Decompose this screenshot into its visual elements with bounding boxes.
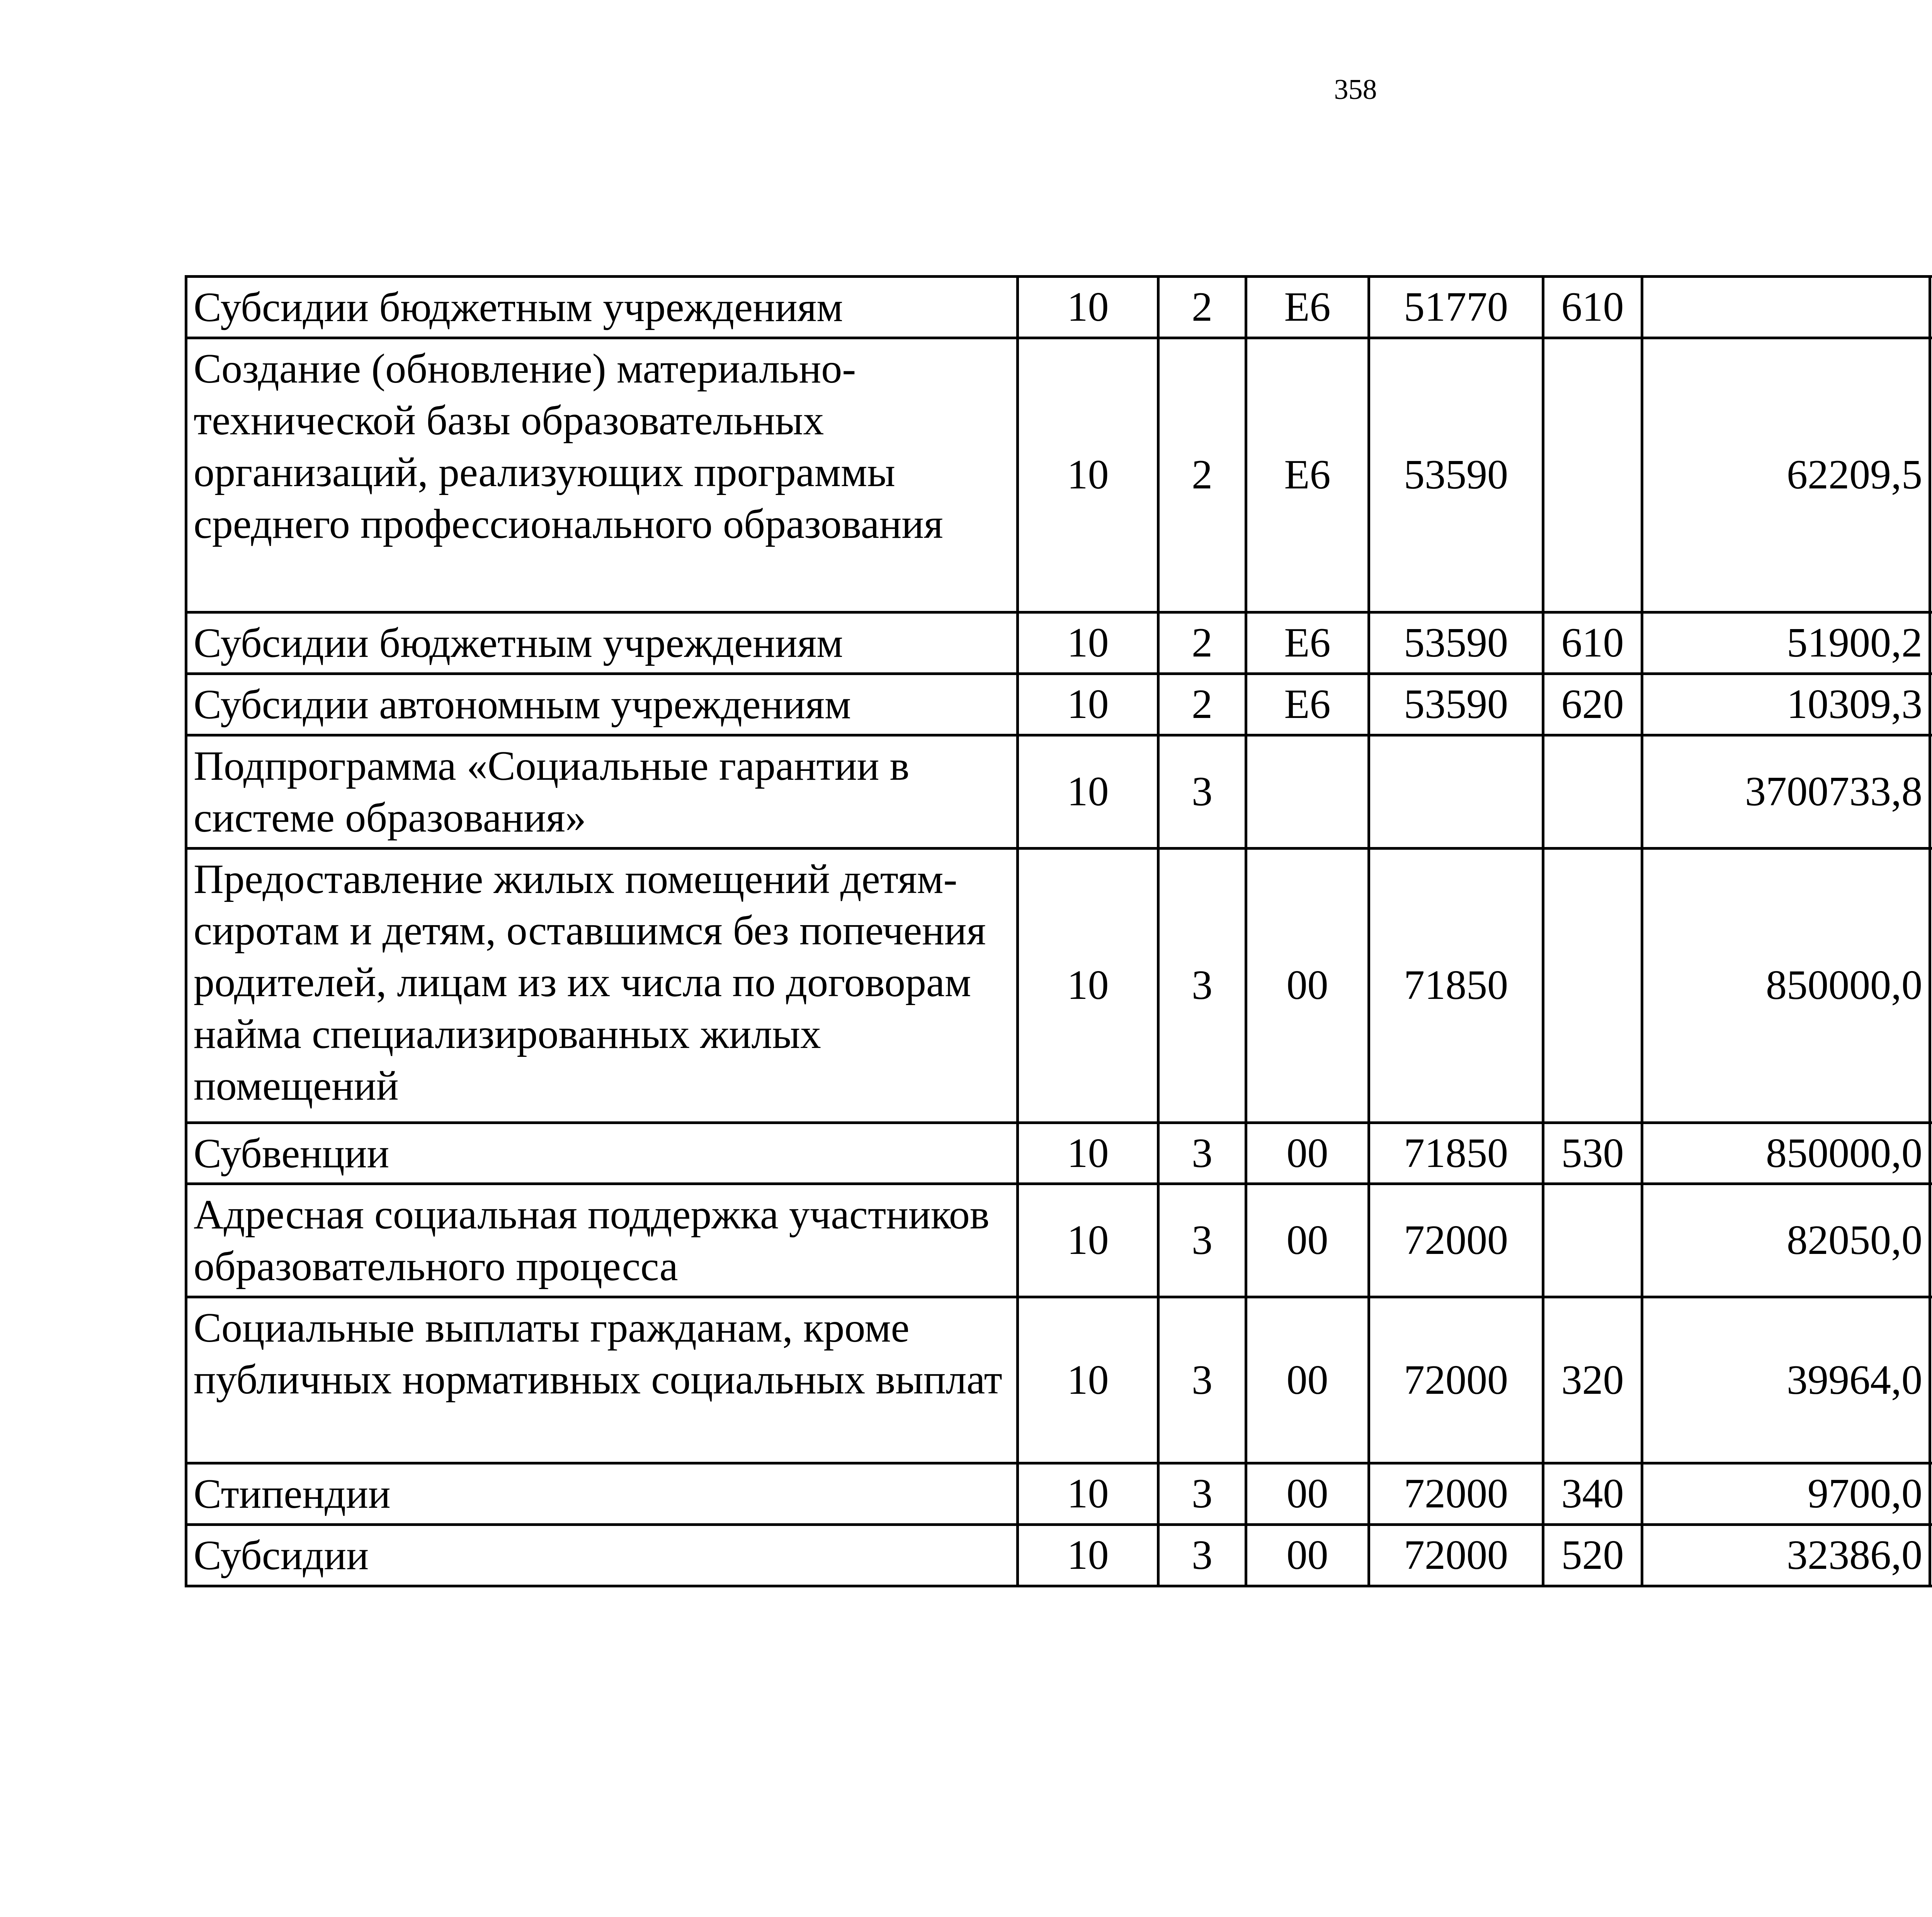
- cell-amount-1: 10309,3: [1642, 674, 1930, 735]
- cell-section: 10: [1018, 277, 1158, 338]
- page-number: 358: [1334, 74, 1377, 105]
- cell-amount-2: [1930, 735, 1932, 848]
- cell-subsection: 2: [1158, 277, 1246, 338]
- cell-section: 10: [1018, 674, 1158, 735]
- cell-amount-1: 39964,0: [1642, 1297, 1930, 1463]
- cell-program: 00: [1246, 1525, 1369, 1586]
- cell-name: Предоставление жилых помещений детям-сиротам и детям, оставшимся без попечения родителей, лицам из их числа по договорам найма специализированных жилых помещений: [186, 848, 1018, 1123]
- table-row: [186, 848, 1932, 1123]
- table-row: [186, 674, 1932, 735]
- cell-section: 10: [1018, 1463, 1158, 1525]
- cell-amount-2: [1930, 1525, 1932, 1586]
- cell-subsection: 2: [1158, 674, 1246, 735]
- cell-amount-1: 62209,5: [1642, 338, 1930, 612]
- cell-subsection: 2: [1158, 338, 1246, 612]
- cell-program: 00: [1246, 1463, 1369, 1525]
- cell-program: Е6: [1246, 674, 1369, 735]
- cell-section: 10: [1018, 1525, 1158, 1586]
- cell-amount-2: [1930, 277, 1932, 338]
- cell-subsection: 3: [1158, 1463, 1246, 1525]
- cell-expense-type: [1543, 338, 1642, 612]
- cell-subsection: 3: [1158, 848, 1246, 1123]
- cell-target: 72000: [1369, 1184, 1543, 1297]
- table-row: [186, 277, 1932, 338]
- cell-amount-2: [1930, 1463, 1932, 1525]
- cell-amount-1: 850000,0: [1642, 1123, 1930, 1184]
- cell-program: 00: [1246, 1123, 1369, 1184]
- cell-name: Субсидии: [186, 1525, 1018, 1586]
- cell-subsection: 3: [1158, 1184, 1246, 1297]
- cell-amount-2: [1930, 338, 1932, 612]
- cell-expense-type: 320: [1543, 1297, 1642, 1463]
- table-row: [186, 735, 1932, 848]
- cell-expense-type: [1543, 848, 1642, 1123]
- cell-name: Социальные выплаты гражданам, кроме публичных нормативных социальных выплат: [186, 1297, 1018, 1463]
- cell-target: 72000: [1369, 1525, 1543, 1586]
- cell-target: 71850: [1369, 848, 1543, 1123]
- cell-name: Адресная социальная поддержка участников образовательного процесса: [186, 1184, 1018, 1297]
- cell-amount-1: 3700733,8: [1642, 735, 1930, 848]
- cell-target: [1369, 735, 1543, 848]
- cell-amount-1: 32386,0: [1642, 1525, 1930, 1586]
- cell-amount-1: 850000,0: [1642, 848, 1930, 1123]
- cell-name: Подпрограмма «Социальные гарантии в системе образования»: [186, 735, 1018, 848]
- cell-expense-type: 340: [1543, 1463, 1642, 1525]
- budget-table: [185, 275, 1932, 1587]
- cell-amount-2: [1930, 612, 1932, 674]
- cell-section: 10: [1018, 338, 1158, 612]
- cell-program: Е6: [1246, 338, 1369, 612]
- cell-name: Стипендии: [186, 1463, 1018, 1525]
- cell-subsection: 3: [1158, 735, 1246, 848]
- cell-expense-type: [1543, 735, 1642, 848]
- cell-name: Субсидии автономным учреждениям: [186, 674, 1018, 735]
- cell-section: 10: [1018, 735, 1158, 848]
- table-row: [186, 1184, 1932, 1297]
- cell-amount-2: [1930, 1123, 1932, 1184]
- cell-target: 53590: [1369, 612, 1543, 674]
- cell-expense-type: 530: [1543, 1123, 1642, 1184]
- cell-program: 00: [1246, 1297, 1369, 1463]
- cell-expense-type: 520: [1543, 1525, 1642, 1586]
- table-row: [186, 1525, 1932, 1586]
- cell-section: 10: [1018, 1123, 1158, 1184]
- cell-subsection: 3: [1158, 1525, 1246, 1586]
- cell-amount-1: [1642, 277, 1930, 338]
- cell-expense-type: 610: [1543, 612, 1642, 674]
- table-row: [186, 612, 1932, 674]
- cell-target: 53590: [1369, 338, 1543, 612]
- cell-amount-1: 9700,0: [1642, 1463, 1930, 1525]
- cell-target: 72000: [1369, 1297, 1543, 1463]
- cell-section: 10: [1018, 848, 1158, 1123]
- cell-expense-type: [1543, 1184, 1642, 1297]
- cell-section: 10: [1018, 1184, 1158, 1297]
- cell-amount-2: [1930, 848, 1932, 1123]
- cell-program: Е6: [1246, 612, 1369, 674]
- cell-subsection: 2: [1158, 612, 1246, 674]
- cell-program: 00: [1246, 1184, 1369, 1297]
- cell-target: 71850: [1369, 1123, 1543, 1184]
- cell-name: Субсидии бюджетным учреждениям: [186, 612, 1018, 674]
- cell-section: 10: [1018, 612, 1158, 674]
- cell-expense-type: 610: [1543, 277, 1642, 338]
- cell-subsection: 3: [1158, 1297, 1246, 1463]
- cell-amount-2: [1930, 674, 1932, 735]
- table-row: [186, 1297, 1932, 1463]
- cell-program: Е6: [1246, 277, 1369, 338]
- cell-name: Создание (обновление) материально-технической базы образовательных организаций, реализующих программы среднего профессионального образования: [186, 338, 1018, 612]
- cell-program: [1246, 735, 1369, 848]
- cell-name: Субсидии бюджетным учреждениям: [186, 277, 1018, 338]
- cell-amount-1: 82050,0: [1642, 1184, 1930, 1297]
- cell-amount-1: 51900,2: [1642, 612, 1930, 674]
- cell-section: 10: [1018, 1297, 1158, 1463]
- cell-amount-2: [1930, 1297, 1932, 1463]
- cell-program: 00: [1246, 848, 1369, 1123]
- cell-target: 53590: [1369, 674, 1543, 735]
- cell-target: 72000: [1369, 1463, 1543, 1525]
- cell-subsection: 3: [1158, 1123, 1246, 1184]
- cell-target: 51770: [1369, 277, 1543, 338]
- cell-expense-type: 620: [1543, 674, 1642, 735]
- cell-name: Субвенции: [186, 1123, 1018, 1184]
- table-row: [186, 1123, 1932, 1184]
- cell-amount-2: [1930, 1184, 1932, 1297]
- table-row: [186, 338, 1932, 612]
- table-row: [186, 1463, 1932, 1525]
